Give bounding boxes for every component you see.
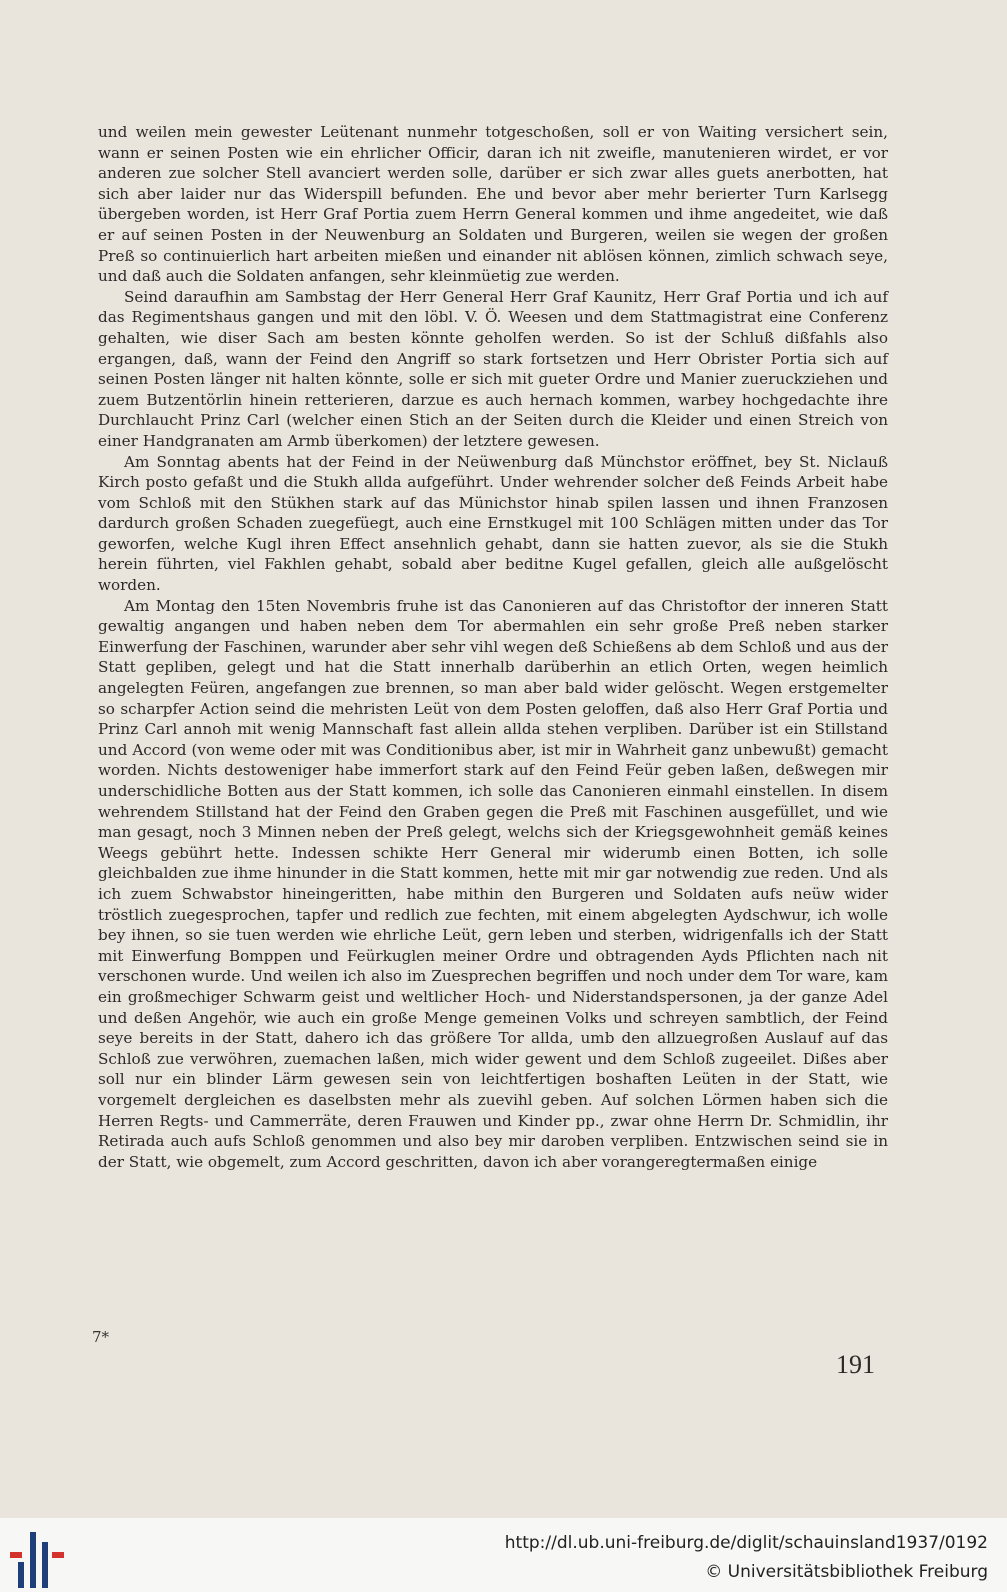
signature-mark: 7*: [92, 1328, 110, 1346]
library-logo-icon: [8, 1526, 68, 1588]
page-number: 191: [836, 1350, 875, 1379]
paragraph-1: und weilen mein gewester Leütenant nunmehr totgeschoßen, soll er von Waiting versichert sein, wann er seinen Posten wie ein ehrlicher Officir, daran ich nit zweifle, manutenieren wirdet, er vor anderen zue solcher Stell avanciert werden solle, darüber er sich zwar alles guets anerbotten, hat sich aber laider nur das Widerspill befunden. Ehe und bevor aber mehr berierter Turn Karlsegg übergeben worden, ist Herr Graf Portia zuem Herrn General kommen und ihme angedeitet, wie daß er auf seinen Posten in der Neuwenburg an Soldaten und Burgeren, weilen sie wegen der großen Preß so continuierlich hart arbeiten mießen und einander nit ablösen können, zimlich schwach seye, und daß auch die Soldaten anfangen, sehr kleinmüetig zue werden.: [98, 123, 888, 286]
paragraph-4: Am Montag den 15ten Novembris fruhe ist das Canonieren auf das Christoftor der inneren Statt gewaltig angangen und haben neben dem Tor abermahlen ein sehr große Preß neben starker Einwerfung der Faschinen, warunder aber sehr vihl wegen deß Schießens ab dem Schloß und aus der Statt gepliben, gelegt und hat die Statt innerhalb darüberhin an etlich Orten, wegen heimlich angelegten Feüren, angefangen zue brennen, so man aber bald wider gelöscht. Wegen erstgemelter so scharpfer Action seind die mehristen Leüt von dem Posten geloffen, daß also Herr Graf Portia und Prinz Carl annoh mit wenig Mannschaft fast allein allda stehen verpliben. Darüber ist ein Stillstand und Accord (von weme oder mit was Conditionibus aber, ist mir in Wahrheit ganz unbewußt) gemacht worden. Nichts destoweniger habe immerfort stark auf den Feind Feür geben laßen, deßwegen mir underschidliche Botten aus der Statt kommen, ich solle das Canonieren einmahl einstellen. In disem wehrendem Stillstand hat der Feind den Graben gegen die Preß mit Faschinen ausgefüllet, und wie man gesagt, noch 3 Minnen neben der Preß gelegt, welchs sich der Kriegsgewohnheit gemäß keines Weegs gebührt hette. Indessen schikte Herr General mir widerumb einen Botten, ich solle gleichbalden zue ihme hinunder in die Statt kommen, hette mit mir gar notwendig zue reden. Und als ich zuem Schwabstor hineingeritten, habe mithin den Burgeren und Soldaten aufs neüw wider tröstlich zuegesprochen, tapfer und redlich zue fechten, mit einem abgelegten Aydschwur, ich wolle bey ihnen, so sie tuen werden wie ehrliche Leüt, gern leben und sterben, widrigenfalls ich der Statt mit Einwerfung Bomppen und Feürkuglen meiner Ordre und obtragenden Ayds Pflichten nach nit verschonen wurde. Und weilen ich also im Zuesprechen begriffen und noch under dem Tor ware, kam ein großmechiger Schwarm geist und weltlicher Hoch- und Niderstandspersonen, ja der ganze Adel und deßen Angehör, wie auch ein große Menge gemeinen Volks und schreyen sambtlich, der Feind seye bereits in der Statt, dahero ich das größere Tor allda, umb den allzuegroßen Auslauf auf das Schloß zue verwöhren, zuemachen laßen, mich wider gewent und dem Schloß zugeeilet. Dißes aber soll nur ein blinder Lärm gewesen sein von leichtfertigen boshaften Leüten in der Statt, wie vorgemelt dergleichen es daselbsten mehr als zuevihl geben. Auf solchen Lörmen haben sich die Herren Regts- und Cammerräte, deren Frauwen und Kinder pp., zwar ohne Herrn Dr. Schmidlin, ihr Retirada auch aufs Schloß genommen und also bey mir daroben verpliben. Entzwischen seind sie in der Statt, wie obgemelt, zum Accord geschritten, davon ich aber vorangeregtermaßen einige: [98, 596, 888, 1171]
paragraph-3: Am Sonntag abents hat der Feind in der Neüwenburg daß Münchstor eröffnet, bey St. Niclauß Kirch posto gefaßt und die Stukh allda aufgeführt. Under wehrender solcher deß Feinds Arbeit habe vom Schloß mit den Stükhen stark auf das Münichstor hinab spilen lassen und ihnen Franzosen dardurch großen Schaden zuegefüegt, auch eine Ernstkugel mit 100 Schlägen mitten under das Tor geworfen, welche Kugl ihren Effect ansehnlich gehabt, dann sie hatten zuevor, als sie die Stukh herein führten, viel Fakhlen gehabt, sobald aber beditne Kugel gefallen, gleich alle außgelöscht worden.: [98, 452, 888, 595]
copyright-text: © Universitätsbibliothek Freiburg: [705, 1562, 988, 1582]
paragraph-2: Seind daraufhin am Sambstag der Herr General Herr Graf Kaunitz, Herr Graf Portia und ich auf das Regimentshaus gangen und mit den löbl. V. Ö. Weesen und dem Stattmagistrat eine Conferenz gehalten, wie diser Sach am besten könnte geholfen werden. So ist der Schluß dißfahls also ergangen, daß, wann der Feind den Angriff so stark fortsetzen und Herr Obrister Portia sich auf seinen Posten länger nit halten könnte, solle er sich mit gueter Ordre und Manier zueruckziehen und zuem Butzentörlin hinein retterieren, darzue es auch hernach kommen, warbey hochgedachte ihre Durchlaucht Prinz Carl (welcher einen Stich an der Seiten durch die Kleider und einen Streich von einer Handgranaten am Armb überkomen) der letztere gewesen.: [98, 287, 888, 450]
body-text: [98, 122, 888, 1172]
document-url-link[interactable]: http://dl.ub.uni-freiburg.de/diglit/schauinsland1937/0192: [504, 1533, 988, 1553]
footer-bar: [0, 1518, 1007, 1592]
